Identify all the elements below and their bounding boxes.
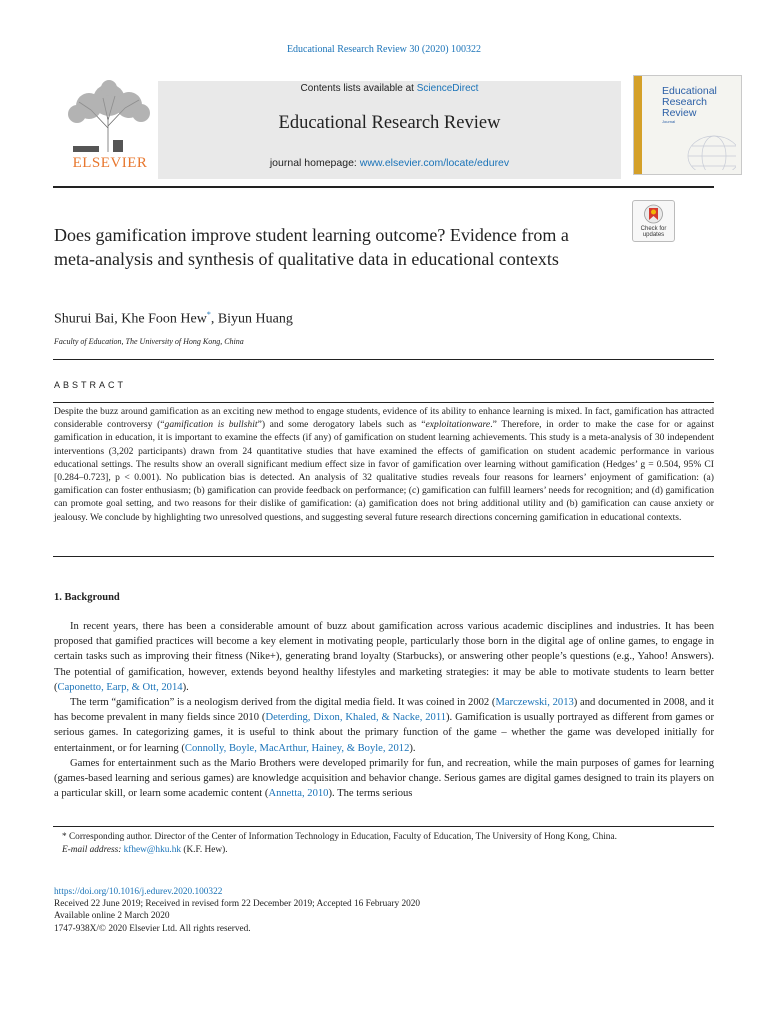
author-1: Shurui Bai, xyxy=(54,311,122,327)
homepage-prefix: journal homepage: xyxy=(269,157,357,169)
text: ). xyxy=(409,742,416,754)
email-suffix: (K.F. Hew). xyxy=(183,845,228,856)
check-for-updates-button[interactable] xyxy=(632,200,675,242)
contents-prefix: Contents lists available at xyxy=(300,83,414,94)
text: In recent years, there has been a considerable amount of buzz about gamification across various academic disciplines and industries. It has been proposed that gamified practices will become a key element in motivating people, particularly those born in the digital age of online games, to engage in certain tasks such as improving their fitness (Nike+), generating brand loyalty (Starbucks), or answering other people’s questions (e.g., Yahoo! Answers). The potential of gamification, however, extends beyond healthy lifestyles and marketing strategies: it may be able to motivate students to learn better ( xyxy=(54,621,714,693)
text: ). Gamification is usually portrayed as different from games or serious games. In categorizing games, it is useful to think about the primary function of the game – whether the game was developed initially for entertainment, or for learning ( xyxy=(54,712,714,754)
abstract-italic: gamification is bullshit xyxy=(164,419,258,431)
copyright: 1747-938X/© 2020 Elsevier Ltd. All rights reserved. xyxy=(54,923,251,934)
section-rule xyxy=(53,359,714,360)
email-line xyxy=(54,844,714,857)
abstract-italic: exploitationware xyxy=(425,419,491,431)
check-updates-label: Check for updates xyxy=(640,226,667,238)
cover-strip xyxy=(634,76,642,174)
section-heading: 1. Background xyxy=(54,592,120,603)
abstract-part: .” Therefore, in order to make the case for or against gamification in education, it is important to examine the effects (if any) of gamification on student learning achievements. This study is a meta-analysis of 30 independent interventions (3,202 participants) drawn from 24 quantitative studies that have examined the effects of gamification on student academic performance in various educational settings. The results show an overall significant medium effect size in favor of gamification over learning without gamification (Hedges’ g = 0.504, 95% CI [0.284–0.723], p < 0.001). No publication bias is detected. An analysis of 32 qualitative studies reveals four reasons for learners’ enjoyment of gamification: (a) gamification can foster enthusiasm; (b) gamification can provide feedback on performance; (c) gamification can fulfill learners’ needs for recognition; and (d) gamification can promote goal setting, and two reasons for their dislike of gamification: (a) gamification does not bring additional utility and (b) gamification can cause anxiety or jealousy. We conclude by highlighting two unresolved questions, and suggesting several future research directions concerning gamification in educational contexts. xyxy=(54,419,715,523)
footnote-rule xyxy=(53,826,714,827)
cover-title: Educational Research Review xyxy=(662,85,717,119)
author-2: Khe Foon Hew xyxy=(121,311,207,327)
homepage-link[interactable]: www.elsevier.com/locate/edurev xyxy=(359,157,510,169)
doi-link[interactable]: https://doi.org/10.1016/j.edurev.2020.100322 xyxy=(54,887,223,897)
citation-link[interactable]: Marczewski, 2013 xyxy=(495,697,574,709)
paragraph xyxy=(54,695,714,756)
publication-info xyxy=(54,886,420,935)
affiliation: Faculty of Education, The University of Hong Kong, China xyxy=(54,337,244,346)
abstract-part: ”) and some derogatory labels such as “ xyxy=(257,419,426,431)
author-3: , Biyun Huang xyxy=(210,311,293,327)
online-date: Available online 2 March 2020 xyxy=(54,911,170,922)
footnote xyxy=(54,831,714,857)
corresponding-author-note: * Corresponding author. Director of the Center of Information Technology in Education, Faculty of Education, The University of Hong Kong, China. xyxy=(62,832,617,842)
tree-icon xyxy=(53,80,167,154)
sciencedirect-link[interactable]: ScienceDirect xyxy=(416,83,479,94)
bookmark-icon xyxy=(644,204,663,224)
citation-link[interactable]: Caponetto, Earp, & Ott, 2014 xyxy=(57,681,183,693)
email-link[interactable]: kfhew@hku.hk xyxy=(123,845,182,856)
abstract-rule-bottom xyxy=(53,556,714,557)
journal-reference-link[interactable]: Educational Research Review 30 (2020) 100322 xyxy=(286,44,482,55)
text: ). xyxy=(182,681,189,693)
abstract-text xyxy=(54,405,714,524)
paragraph xyxy=(54,756,714,802)
article-title: Does gamification improve student learning outcome? Evidence from a meta-analysis and synthesis of qualitative data in educational contexts xyxy=(54,225,569,269)
abstract-rule-top xyxy=(53,402,714,403)
cover-subtitle: Journal xyxy=(662,119,676,124)
elsevier-wordmark: ELSEVIER xyxy=(72,155,148,171)
contents-line xyxy=(158,83,621,94)
author-list xyxy=(54,310,293,328)
citation-link[interactable]: Annetta, 2010 xyxy=(268,788,329,800)
journal-cover-thumbnail[interactable] xyxy=(633,75,742,175)
citation-link[interactable]: Deterding, Dixon, Khaled, & Nacke, 2011 xyxy=(265,712,447,724)
abstract-part: Despite the buzz around gamification as an exciting new method to engage students, evidence of its ability to enhance learning is mixed. In fact, gamification has attracted considerable controversy (“ xyxy=(54,406,714,431)
corresponding-author-mark[interactable]: * xyxy=(206,310,211,319)
email-label: E-mail address: xyxy=(62,845,122,856)
paragraph xyxy=(54,619,714,695)
citation-link[interactable]: Connolly, Boyle, MacArthur, Hainey, & Boyle, 2012 xyxy=(184,742,410,754)
text: The term “gamification” is a neologism derived from the digital media field. It was coined in 2002 ( xyxy=(70,697,496,709)
text: ). The terms serious xyxy=(328,788,413,800)
body-text xyxy=(54,619,714,801)
homepage-line xyxy=(158,157,621,169)
cover-globe-icon xyxy=(674,128,736,170)
received-dates: Received 22 June 2019; Received in revised form 22 December 2019; Accepted 16 February 2020 xyxy=(54,899,421,910)
text: Games for entertainment such as the Mario Brothers were developed primarily for fun, and recreation, while the main purposes of games for learning (games-based learning and serious games) are knowledge acquisition and behavior change. Serious games are digital games designed to train its players on a particular skill, or learn some academic content ( xyxy=(54,757,714,800)
journal-header-box xyxy=(158,81,621,179)
abstract-heading: ABSTRACT xyxy=(54,380,127,390)
journal-title: Educational Research Review xyxy=(278,113,501,133)
header-rule xyxy=(53,186,714,188)
text: ) and documented in 2008, and it has become prevalent in many fields since 2010 ( xyxy=(54,697,714,724)
